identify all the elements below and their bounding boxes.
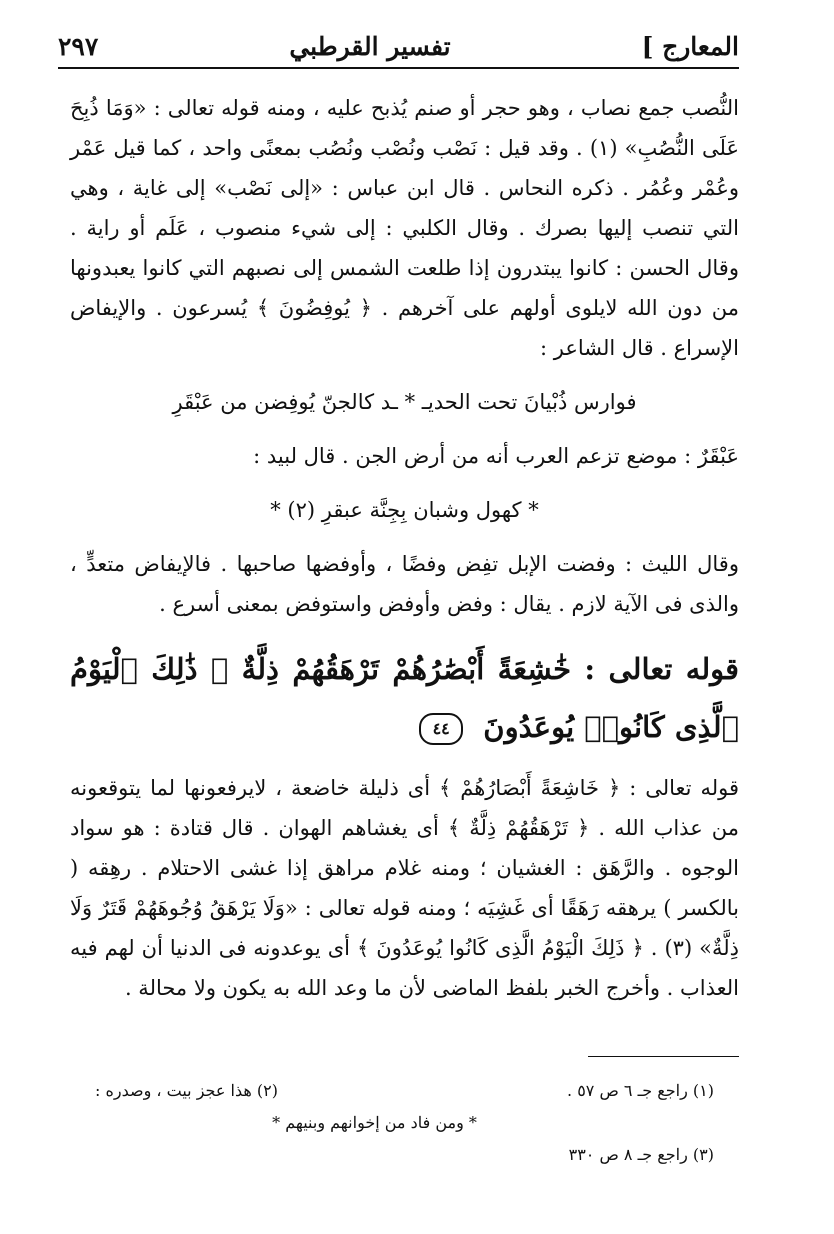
footnotes (95, 1075, 714, 1171)
verse-number-marker: ٤٤ (419, 713, 463, 745)
quran-verse-text: قوله تعالى : خَٰشِعَةً أَبْصَٰرُهُمْ تَرْهَقُهُمْ ذِلَّةٌ ۚ ذَٰلِكَ ٱلْيَوْمُ ٱلَّذِى كَانُوا۟ يُوعَدُونَ (70, 652, 739, 744)
poem-verse-2: * كهول وشبان بِجِنَّة عبقرِ (٢) * (270, 498, 539, 522)
paragraph-commentary: قوله تعالى : ﴿ خَاشِعَةً أَبْصَارُهُمْ ﴾ أى ذليلة خاضعة ، لايرفعونها لما يتوقعونه من عذاب الله . ﴿ تَرْهَقُهُمْ ذِلَّةٌ ﴾ أى يغشاهم الهوان . قال قتادة : هو سواد الوجوه . والرَّهَق : الغشيان ؛ ومنه غلام مراهق إذا غشى الاحتلام . رهِقه ( بالكسر ) يرهقه رَهَقًا أى غَشِيَه ؛ ومنه قوله تعالى : «وَلَا يَرْهَقُ وُجُوهَهُمْ قَتَرٌ وَلَا ذِلَّةٌ» (٣) . ﴿ ذَلِكَ الْيَوْمُ الَّذِى كَانُوا يُوعَدُونَ ﴾ أى يوعدونه فى الدنيا أن لهم فيه العذاب . وأخرج الخبر بلفظ الماضى لأن ما وعد الله به يكون ولا محالة . (70, 776, 739, 1000)
footnote-2-poem: * ومن فاد من إخوانهم وبنيهم * (272, 1113, 477, 1132)
book-title: تفسير القرطبي (289, 31, 451, 61)
chapter-name: المعارج ] (641, 31, 739, 61)
quran-verse (70, 640, 739, 756)
page-header (58, 28, 739, 64)
paragraph-nusub: النُّصب جمع نصاب ، وهو حجر أو صنم يُذبح عليه ، ومنه قوله تعالى : «وَمَا ذُبِحَ عَلَى النُّصُبِ» (١) . وقد قيل : نَصْب ونُصْب ونُصُب بمعنًى واحد ، كما قيل عَمْر وعُمْر وعُمُر . ذكره النحاس . قال ابن عباس : «إلى نَصْب» إلى غاية ، وهي التي تنصب إليها بصرك . وقال الكلبي : إلى شيء منصوب ، عَلَم أو راية . وقال الحسن : كانوا يبتدرون إذا طلعت الشمس إلى نصبهم التي كانوا يعبدونها من دون الله لايلوى أولهم على آخرهم . ﴿ يُوفِضُونَ ﴾ يُسرعون . والإيفاض الإسراع . قال الشاعر : (70, 96, 739, 360)
page-number: ٢٩٧ (58, 31, 99, 61)
header-rule (58, 67, 739, 69)
paragraph-layth: وقال الليث : وفضت الإبل تفِض وفضًا ، وأوفضها صاحبها . فالإيفاض متعدٍّ ، والذى فى الآية لازم . يقال : وفض وأوفض واستوفض بمعنى أسرع . (70, 552, 739, 616)
paragraph-abqar: عَبْقَرٌ : موضع تزعم العرب أنه من أرض الجن . قال لبيد : (253, 444, 739, 468)
footnote-3: (٣) راجع جـ ٨ ص ٣٣٠ (568, 1145, 714, 1164)
main-text (70, 88, 739, 1008)
footnote-row (95, 1075, 714, 1107)
footnote-1: (١) راجع جـ ٦ ص ٥٧ . (567, 1081, 714, 1100)
poem-verse-1: فوارس ذُبْيانَ تحت الحديـ * ـد كالجنّ يُوفِضن من عَبْقَرِ (172, 390, 637, 414)
footnote-2: (٢) هذا عجز بيت ، وصدره : (95, 1081, 278, 1100)
footnote-rule (588, 1056, 739, 1057)
